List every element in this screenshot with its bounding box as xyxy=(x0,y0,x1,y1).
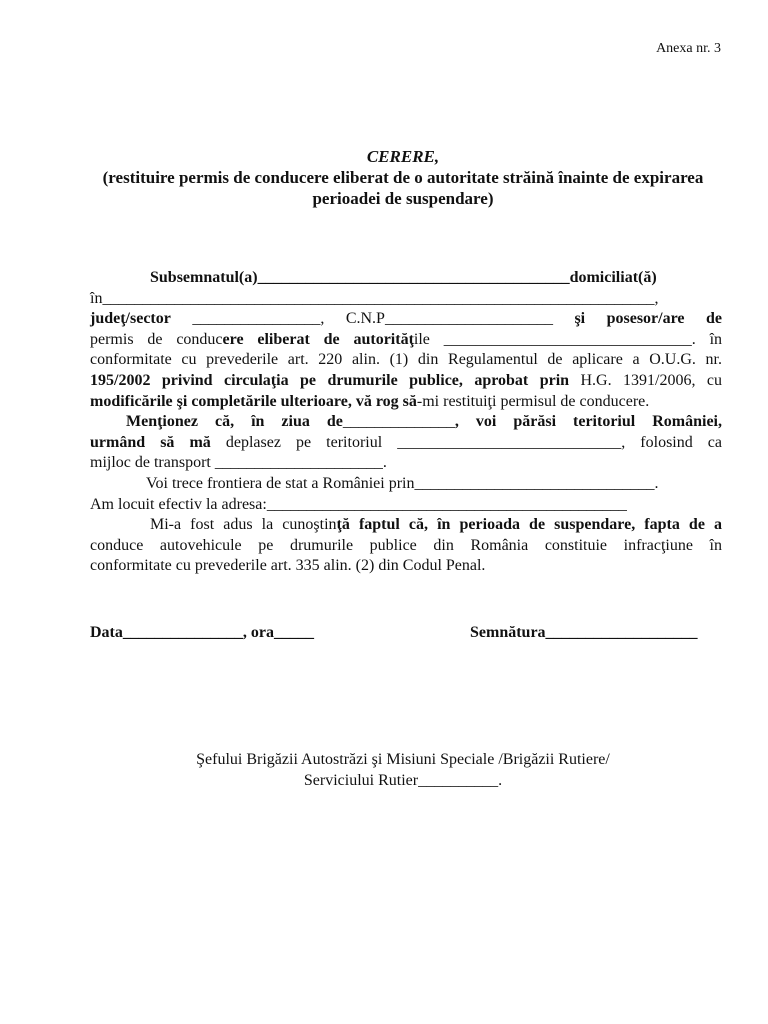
body-line-6 xyxy=(90,371,722,392)
body-line-12 xyxy=(90,495,722,516)
line14-text: conduce autovehicule pe drumurile publice din România constituie infracţiune în xyxy=(90,536,722,554)
border-crossing-field: Voi trece frontiera de stat a României prin______________________________. xyxy=(146,474,659,492)
body-line-14 xyxy=(90,536,722,557)
body-line-10 xyxy=(90,453,722,474)
body-line-11 xyxy=(90,474,722,495)
authority-field: ile _______________________________. în xyxy=(413,330,723,348)
body-line-5 xyxy=(90,350,722,371)
document-title: CERERE, xyxy=(366,147,440,166)
line7-text-a: modificările şi completările ulterioare, vă rog să xyxy=(90,392,417,410)
body-line-7 xyxy=(90,392,722,413)
addressee-line-1: Şefului Brigăzii Autostrăzi şi Misiuni Speciale /Brigăzii Rutiere/ xyxy=(196,751,610,768)
line7-text-b: -mi restituiţi permisul de conducere. xyxy=(416,392,650,410)
addressee-line-2: Serviciului Rutier__________. xyxy=(303,772,503,789)
departure-date-field: ______________ xyxy=(342,413,455,431)
territory-field: deplasez pe teritoriul ____________________________, folosind ca xyxy=(225,433,722,451)
body-line-9 xyxy=(90,433,722,454)
transport-field: mijloc de transport _____________________. xyxy=(90,454,387,472)
domicile-label: domiciliat(ă) xyxy=(569,269,657,286)
holder-label: şi posesor/are de xyxy=(574,310,722,328)
county-field: ________________, xyxy=(192,310,325,328)
body-line-2 xyxy=(90,289,722,310)
line9-text-a: urmând să mă xyxy=(90,433,211,451)
addressee-block xyxy=(80,749,726,791)
body-line-13 xyxy=(90,515,722,536)
document-subtitle-line-1: (restituire permis de conducere eliberat de o autoritate străină înainte de expirarea xyxy=(102,168,704,187)
line15-text: conformitate cu prevederile art. 335 alin. (2) din Codul Penal. xyxy=(90,557,486,575)
request-body xyxy=(90,268,722,577)
address-field: în_____________________________________________________________________, xyxy=(90,289,659,307)
line4-text-a: permis de conduc xyxy=(90,330,223,348)
county-label: judeţ/sector xyxy=(90,310,171,328)
line8-text-c: , voi părăsi teritoriul României, xyxy=(454,413,722,431)
body-line-8 xyxy=(90,412,722,433)
body-line-3 xyxy=(90,309,722,330)
line4-text-b: ere eliberat de autorităţ xyxy=(222,330,414,348)
body-line-15 xyxy=(90,556,722,577)
line6-text-b: H.G. 1391/2006, cu xyxy=(580,371,723,389)
body-line-4 xyxy=(90,330,722,351)
body-line-1 xyxy=(90,268,722,289)
line13-text-b: ţă faptul că, în perioada de suspendare, fapta de a xyxy=(336,516,723,534)
applicant-name-field: Subsemnatul(a)_______________________________________ xyxy=(150,269,570,286)
actual-address-field: Am locuit efectiv la adresa:_____________________________________________ xyxy=(90,495,627,513)
document-subtitle-line-2: perioadei de suspendare) xyxy=(312,189,494,208)
date-time-field: Data_______________, ora_____ xyxy=(90,624,314,641)
line6-text-a: 195/2002 privind circulaţia pe drumurile publice, aprobat prin xyxy=(90,371,570,389)
title-block xyxy=(80,146,726,209)
cnp-field: C.N.P_____________________ xyxy=(345,310,553,328)
line5-text: conformitate cu prevederile art. 220 alin. (1) din Regulamentul de aplicare a O.U.G. nr. xyxy=(90,351,722,369)
signature-field: Semnătura___________________ xyxy=(470,624,698,641)
line13-text-a: Mi-a fost adus la cunoştin xyxy=(150,516,337,534)
annex-label: Anexa nr. 3 xyxy=(656,41,721,56)
line8-text-a: Menţionez că, în ziua de xyxy=(126,413,343,431)
